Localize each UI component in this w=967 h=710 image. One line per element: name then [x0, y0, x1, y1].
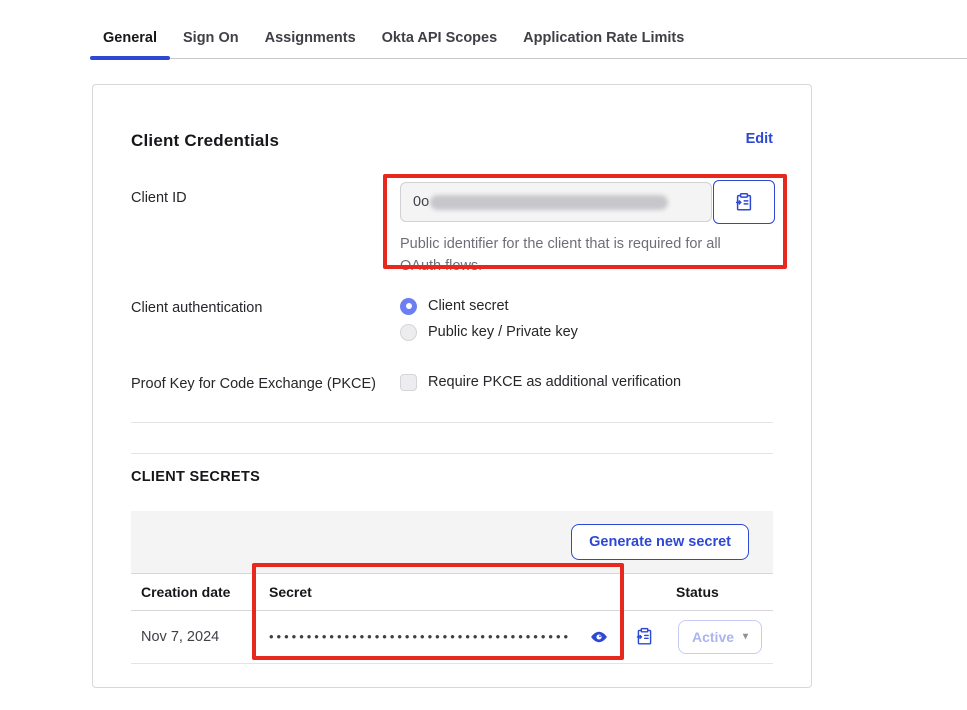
checkbox-unchecked-icon[interactable] [400, 374, 417, 391]
client-authentication-row [131, 298, 773, 350]
status-badge: Active [692, 628, 735, 645]
tab-sign-on[interactable]: Sign On [183, 30, 239, 46]
pkce-row [131, 374, 773, 400]
tab-application-rate-limits[interactable]: Application Rate Limits [523, 30, 685, 46]
radio-option-label: Public key / Private key [428, 324, 578, 340]
client-id-help-text: Public identifier for the client that is required for all OAuth flows. [400, 236, 721, 274]
status-dropdown-button[interactable] [678, 620, 762, 654]
radio-option-public-private-key[interactable] [400, 324, 773, 341]
client-id-value-field[interactable] [400, 182, 712, 222]
client-authentication-label: Client authentication [131, 299, 263, 316]
client-authentication-options [400, 298, 773, 350]
section-divider [131, 422, 773, 423]
secret-table-row [131, 611, 773, 664]
section-divider [131, 453, 773, 454]
pkce-label: Proof Key for Code Exchange (PKCE) [131, 375, 377, 392]
secret-cell [259, 628, 622, 646]
client-credentials-title: Client Credentials [131, 131, 280, 150]
secrets-toolbar [131, 511, 773, 573]
reveal-secret-button[interactable] [590, 628, 608, 646]
client-secrets-title: CLIENT SECRETS [131, 468, 261, 485]
chevron-down-icon: ▾ [743, 631, 749, 642]
client-id-redaction-blur [430, 195, 668, 210]
pkce-checkbox-label: Require PKCE as additional verification [428, 374, 682, 390]
radio-selected-icon[interactable] [400, 298, 417, 315]
tab-assignments[interactable]: Assignments [264, 30, 356, 46]
generate-new-secret-button[interactable]: Generate new secret [571, 524, 749, 560]
client-secrets-table [131, 511, 773, 664]
edit-link[interactable]: Edit [745, 131, 773, 147]
client-id-label: Client ID [131, 190, 187, 206]
header-creation-date: Creation date [141, 583, 231, 600]
client-id-value-prefix: 0o [413, 194, 430, 210]
clipboard-icon [734, 192, 754, 212]
client-id-row [131, 180, 773, 278]
tab-okta-api-scopes[interactable]: Okta API Scopes [381, 30, 498, 46]
secrets-table-header [131, 573, 773, 611]
creation-date-cell: Nov 7, 2024 [141, 628, 220, 645]
header-secret: Secret [269, 583, 312, 600]
eye-icon [590, 628, 608, 646]
app-tab-bar [90, 0, 967, 59]
radio-unselected-icon[interactable] [400, 324, 417, 341]
clipboard-icon [635, 627, 654, 646]
tab-general[interactable]: General [90, 22, 170, 58]
client-credentials-form [131, 180, 773, 400]
copy-secret-button[interactable] [635, 627, 654, 646]
radio-option-client-secret[interactable] [400, 298, 773, 315]
client-id-control [400, 180, 775, 278]
radio-option-label: Client secret [428, 298, 509, 314]
copy-client-id-button[interactable] [713, 180, 775, 224]
header-status: Status [676, 583, 719, 600]
client-credentials-card [92, 84, 812, 688]
masked-secret-value: •••••••••••••••••••••••••••••••••••••••• [269, 629, 572, 644]
pkce-checkbox-option[interactable] [400, 374, 773, 391]
